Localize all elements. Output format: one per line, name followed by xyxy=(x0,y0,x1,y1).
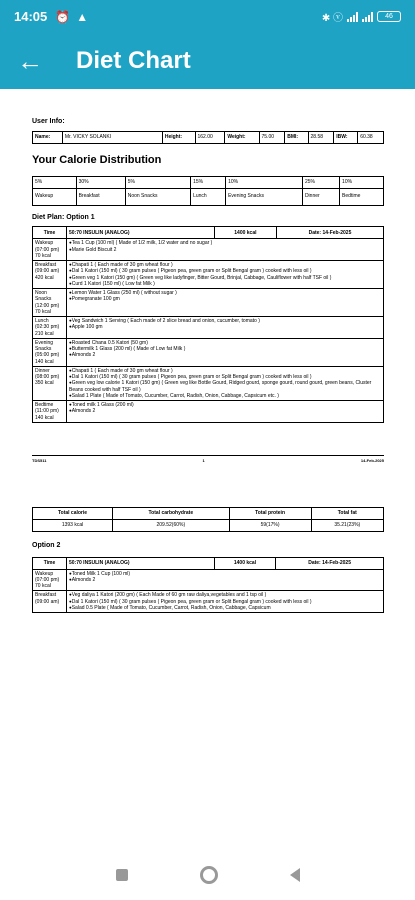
plan2-heading: Option 2 xyxy=(32,541,61,549)
plan1-heading: Diet Plan: Option 1 xyxy=(32,213,95,221)
diet-document xyxy=(32,118,384,613)
plan1-kcal-header: 1400 kcal xyxy=(214,227,276,239)
distribution-meal: Bedtime xyxy=(340,188,384,205)
list-item: ● Dal 1 Katori (150 ml) ( 30 gram pulses ( Pigeon pea, green gram or Split Bengal gram ) cooked with less oil ) xyxy=(69,374,381,380)
ibw-label: IBW: xyxy=(334,131,358,143)
list-item: ● Roasted Chana 0.5 Katori (50 gm) xyxy=(69,340,381,346)
plan1-plan-header: 50:70 INSULIN (ANALOG) xyxy=(67,227,215,239)
meal-items xyxy=(67,591,384,613)
plan2-time-header: Time xyxy=(33,557,67,569)
meal-items xyxy=(67,289,384,317)
page-title: Diet Chart xyxy=(76,47,191,74)
table-row xyxy=(33,338,384,366)
totals-value: 59(17%) xyxy=(229,519,311,531)
meal-items xyxy=(67,366,384,400)
weight-label: Weight: xyxy=(225,131,259,143)
recents-icon[interactable] xyxy=(116,869,128,881)
meal-time: Breakfast (09:00 am) xyxy=(33,591,67,613)
table-row xyxy=(33,239,384,261)
list-item: ● Salad 1 Plate ( Made of Tomato, Cucumber, Carrot, Radish, Onion, Cabbage, Capsicum etc. ) xyxy=(69,393,381,399)
meal-items xyxy=(67,261,384,289)
meal-items xyxy=(67,569,384,591)
home-icon[interactable] xyxy=(200,866,218,884)
list-item: ● Lemon Water 1 Glass (250 ml) ( without sugar ) xyxy=(69,290,381,296)
meal-items xyxy=(67,401,384,423)
totals-header: Total calorie xyxy=(33,507,113,519)
distribution-meal: Wakeup xyxy=(33,188,77,205)
user-info-heading: User Info: xyxy=(32,118,65,125)
totals-table xyxy=(32,507,384,532)
table-row xyxy=(33,401,384,423)
app-bar xyxy=(0,33,415,89)
meal-time: Wakeup (07:00 pm) 70 kcal xyxy=(33,569,67,591)
meal-time: Breakfast (09:00 am) 420 kcal xyxy=(33,261,67,289)
signal-icon-2 xyxy=(362,12,373,22)
signal-icon xyxy=(347,12,358,22)
height-value: 162.00 xyxy=(195,131,225,143)
distribution-percent: 5% xyxy=(125,176,190,188)
bluetooth-volte-icons: ✱ ⓥ xyxy=(321,13,343,24)
list-item: ● Almonds 2 xyxy=(69,577,381,583)
distribution-meal-row xyxy=(33,188,384,205)
list-item: ● Marie Gold Biscuit 2 xyxy=(69,247,381,253)
meal-items xyxy=(67,338,384,366)
meal-time: Evening Snacks (05:00 pm) 140 kcal xyxy=(33,338,67,366)
totals-value: 35.21(23%) xyxy=(311,519,383,531)
warning-icon: ▲ xyxy=(76,9,89,24)
list-item: ● Toned Milk 1 Cup (100 ml) xyxy=(69,571,381,577)
distribution-meal: Noon Snacks xyxy=(125,188,190,205)
ibw-value: 60.38 xyxy=(358,131,384,143)
plan2-plan-header: 50:70 INSULIN (ANALOG) xyxy=(67,557,215,569)
footer-date: 14-Feb-2025 xyxy=(360,457,384,463)
list-item: ● Apple 100 gm xyxy=(69,324,381,330)
footer-page-number: 1 xyxy=(202,457,205,463)
distribution-percent: 30% xyxy=(76,176,125,188)
list-item: ● Veg Sandwich 1 Serving ( Each made of 2 slice bread and onion, cucumber, tomato ) xyxy=(69,318,381,324)
list-item: ● Buttermilk 1 Glass (200 ml) ( Made of Low fat Milk ) xyxy=(69,346,381,352)
back-triangle-icon[interactable] xyxy=(290,868,300,882)
totals-value: 209.52(60%) xyxy=(113,519,230,531)
list-item: ● Almonds 2 xyxy=(69,352,381,358)
bmi-label: BMI: xyxy=(285,131,308,143)
footer-left: TDS511 xyxy=(32,457,47,463)
distribution-meal: Lunch xyxy=(191,188,226,205)
list-item: ● Toned milk 1 Glass (200 ml) xyxy=(69,402,381,408)
distribution-percent: 25% xyxy=(302,176,339,188)
list-item: ● Chapati 1 ( Each made of 30 gm wheat flour ) xyxy=(69,368,381,374)
totals-header: Total fat xyxy=(311,507,383,519)
plan1-time-header: Time xyxy=(33,227,67,239)
calorie-distribution-table xyxy=(32,176,384,206)
height-label: Height: xyxy=(162,131,195,143)
distribution-percent: 10% xyxy=(226,176,303,188)
meal-items xyxy=(67,317,384,339)
meal-time: Noon Snacks (12:00 pm) 70 kcal xyxy=(33,289,67,317)
distribution-meal: Dinner xyxy=(302,188,339,205)
status-right xyxy=(322,9,401,24)
user-info-table xyxy=(32,131,384,144)
name-value: Mr. VICKY SOLANKI xyxy=(62,131,162,143)
table-row xyxy=(33,569,384,591)
arrow-back-icon[interactable]: ← xyxy=(17,46,43,76)
name-label: Name: xyxy=(33,131,63,143)
totals-value: 1393 kcal xyxy=(33,519,113,531)
list-item: ● Curd 1 Katori (150 ml) ( Low fat Milk ) xyxy=(69,281,381,287)
status-bar xyxy=(0,0,415,33)
status-time: 14:05 xyxy=(14,9,48,24)
plan1-table xyxy=(32,226,384,423)
list-item: ● Pomegranate 100 gm xyxy=(69,296,381,302)
bmi-value: 28.58 xyxy=(308,131,334,143)
distribution-percent: 10% xyxy=(340,176,384,188)
plan1-date-header: Date: 14-Feb-2025 xyxy=(276,227,383,239)
plan2-table xyxy=(32,557,384,614)
meal-time: Lunch (02:30 pm) 210 kcal xyxy=(33,317,67,339)
calorie-distribution-heading: Your Calorie Distribution xyxy=(32,153,162,166)
distribution-percent: 5% xyxy=(33,176,77,188)
totals-header: Total protein xyxy=(229,507,311,519)
list-item: ● Veg daliya 1 Katori (200 gm) ( Each Made of 60 gm raw daliya,vegetables and 1 tsp oil ) xyxy=(69,592,381,598)
plan2-date-header: Date: 14-Feb-2025 xyxy=(276,557,384,569)
weight-value: 75.00 xyxy=(259,131,285,143)
plan2-kcal-header: 1400 kcal xyxy=(214,557,275,569)
distribution-percent: 15% xyxy=(191,176,226,188)
list-item: ● Green veg low calorie 1 Katori (150 gm) ( Green veg like Bottle Gourd, Ridged gourd, sponge gourd, round gourd, green beans, Cluster Beans cooked with half TSF oil ) xyxy=(69,380,381,393)
alarm-icon: ⏰ xyxy=(55,9,71,24)
system-nav-bar xyxy=(0,850,415,900)
distribution-percent-row xyxy=(33,176,384,188)
table-row xyxy=(33,591,384,613)
meal-items xyxy=(67,239,384,261)
list-item: ● Chapati 1 ( Each made of 30 gm wheat flour ) xyxy=(69,262,381,268)
meal-time: Bedtime (11:00 pm) 140 kcal xyxy=(33,401,67,423)
table-row xyxy=(33,261,384,289)
table-row xyxy=(33,289,384,317)
battery-icon: 46 xyxy=(377,11,401,22)
meal-time: Dinner (08:00 pm) 350 kcal xyxy=(33,366,67,400)
page-footer xyxy=(32,455,384,463)
list-item: ● Green veg 1 Katori (150 gm) ( Green veg like ladyfinger, Bitter Gourd, Brinjal, Cabbage, Cauliflower with half TSF oil ) xyxy=(69,275,381,281)
distribution-meal: Evening Snacks xyxy=(226,188,303,205)
list-item: ● Salad 0.5 Plate ( Made of Tomato, Cucumber, Carrot, Radish, Onion, Cabbage, Capsicum xyxy=(69,605,381,611)
table-row xyxy=(33,317,384,339)
list-item: ● Tea 1 Cup (100 ml) ( Made of 1/2 milk, 1/2 water and no sugar ) xyxy=(69,240,381,246)
totals-header: Total carbohydrate xyxy=(113,507,230,519)
meal-time: Wakeup (07:00 pm) 70 kcal xyxy=(33,239,67,261)
table-row xyxy=(33,366,384,400)
list-item: ● Dal 1 Katori (150 ml) ( 30 gram pulses ( Pigeon pea, green gram or Split Bengal gram ) cooked with less oil ) xyxy=(69,599,381,605)
list-item: ● Dal 1 Katori (150 ml) ( 30 gram pulses ( Pigeon pea, green gram or Split Bengal gram ) cooked with less oil ) xyxy=(69,268,381,274)
list-item: ● Almonds 2 xyxy=(69,408,381,414)
distribution-meal: Breakfast xyxy=(76,188,125,205)
